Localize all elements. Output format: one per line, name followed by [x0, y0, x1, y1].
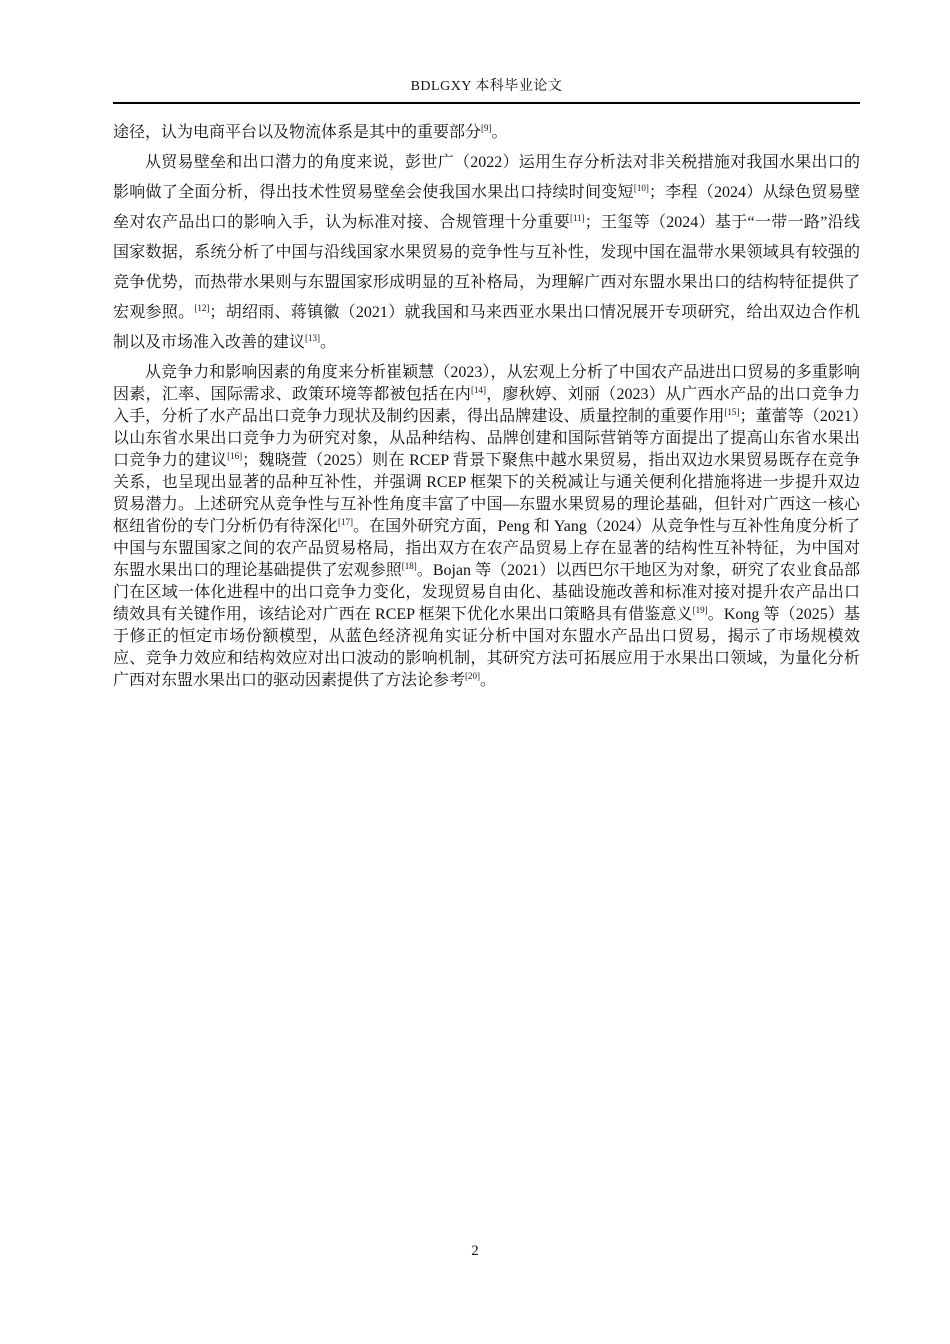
paragraph-text: 。Bojan 等（2021）以西巴尔干地区为对象，研究了农业食品部门在区域一体化进程中的出口竞争力变化，发现贸易自由化、基础设施改善和标准对接对提升农产品出口绩效具有关键作用，该结论对广西在 RCEP 框架下优化水果出口策略具有借鉴意义 — [113, 562, 860, 623]
citation-ref: [13] — [305, 333, 321, 343]
paragraph-text: 途径，认为电商平台以及物流体系是其中的重要部分 — [113, 124, 482, 141]
citation-ref: [17] — [337, 517, 353, 527]
paragraph-text: ；王玺等（2024）基于“一带一路”沿线国家数据，系统分析了中国与沿线国家水果贸易的竞争性与互补性，发现中国在温带水果领域具有较强的竞争优势，而热带水果则与东盟国家形成明显的互补格局，为理解广西对东盟水果出口的结构特征提供了宏观参照。 — [113, 214, 860, 321]
citation-ref: [18] — [401, 561, 417, 571]
paragraph-text: 从贸易壁垒和出口潜力的角度来说，彭世广（2022）运用生存分析法对非关税措施对我国水果出口的影响做了全面分析，得出技术性贸易壁垒会使我国水果出口持续时间变短 — [113, 154, 860, 201]
citation-ref: [14] — [471, 385, 486, 395]
paragraph-text: 。Kong 等（2025）基于修正的恒定市场份额模型，从蓝色经济视角实证分析中国对东盟水产品出口贸易，揭示了市场规模效应、竞争力效应和结构效应对出口波动的影响机制，其研究方法可拓展应用于水果出口领域，为量化分析广西对东盟水果出口的驱动因素提供了方法论参考 — [113, 606, 860, 689]
paragraph-2 — [113, 148, 860, 358]
citation-ref: [11] — [569, 213, 585, 223]
paragraph-text: ；魏晓萱（2025）则在 RCEP 背景下聚焦中越水果贸易，指出双边水果贸易既存在竞争关系，也呈现出显著的品种互补性，并强调 RCEP 框架下的关税减让与通关便利化措施将进一步提升双边贸易潜力。上述研究从竞争性与互补性角度丰富了中国—东盟水果贸易的理论基础，但针对广西这一核心枢纽省份的专门分析仍有待深化 — [113, 452, 860, 535]
page-number: 2 — [471, 1243, 479, 1259]
citation-ref: [9] — [481, 123, 492, 133]
paragraph-text: 。 — [480, 672, 497, 689]
citation-ref: [12] — [194, 303, 210, 313]
citation-ref: [10] — [633, 183, 649, 193]
paragraph-text: ，廖秋婷、刘丽（2023）从广西水产品的出口竞争力入手，分析了水产品出口竞争力现状及制约因素，得出品牌建设、质量控制的重要作用 — [113, 386, 860, 425]
paragraph-3 — [113, 362, 860, 692]
paragraph-text: 。在国外研究方面，Peng 和 Yang（2024）从竞争性与互补性角度分析了中国与东盟国家之间的农产品贸易格局，指出双方在农产品贸易上存在显著的结构性互补特征，为中国对东盟水果出口的理论基础提供了宏观参照 — [113, 518, 860, 579]
header-title: BDLGXY 本科毕业论文 — [410, 79, 563, 94]
paragraph-text: 。 — [491, 124, 508, 141]
citation-ref: [20] — [465, 671, 481, 681]
paragraph-text: ；胡绍雨、蒋镇徽（2021）就我国和马来西亚水果出口情况展开专项研究，给出双边合作机制以及市场准入改善的建议 — [113, 304, 860, 351]
paragraph-text: 从竞争力和影响因素的角度来分析崔颖慧（2023），从宏观上分析了中国农产品进出口贸易的多重影响因素，汇率、国际需求、政策环境等都被包括在内 — [113, 364, 860, 403]
page-header — [113, 78, 860, 104]
paragraph-text: ；董蕾等（2021）以山东省水果出口竞争力为研究对象，从品种结构、品牌创建和国际营销等方面提出了提高山东省水果出口竞争力的建议 — [113, 408, 860, 469]
paragraph-text: 。 — [320, 334, 337, 351]
citation-ref: [19] — [692, 605, 708, 615]
citation-ref: [16] — [227, 451, 243, 461]
document-body — [113, 118, 860, 692]
paragraph-1 — [113, 118, 860, 148]
citation-ref: [15] — [724, 407, 740, 417]
paragraph-text: ；李程（2024）从绿色贸易壁垒对农产品出口的影响入手，认为标准对接、合规管理十分重要 — [113, 184, 860, 231]
